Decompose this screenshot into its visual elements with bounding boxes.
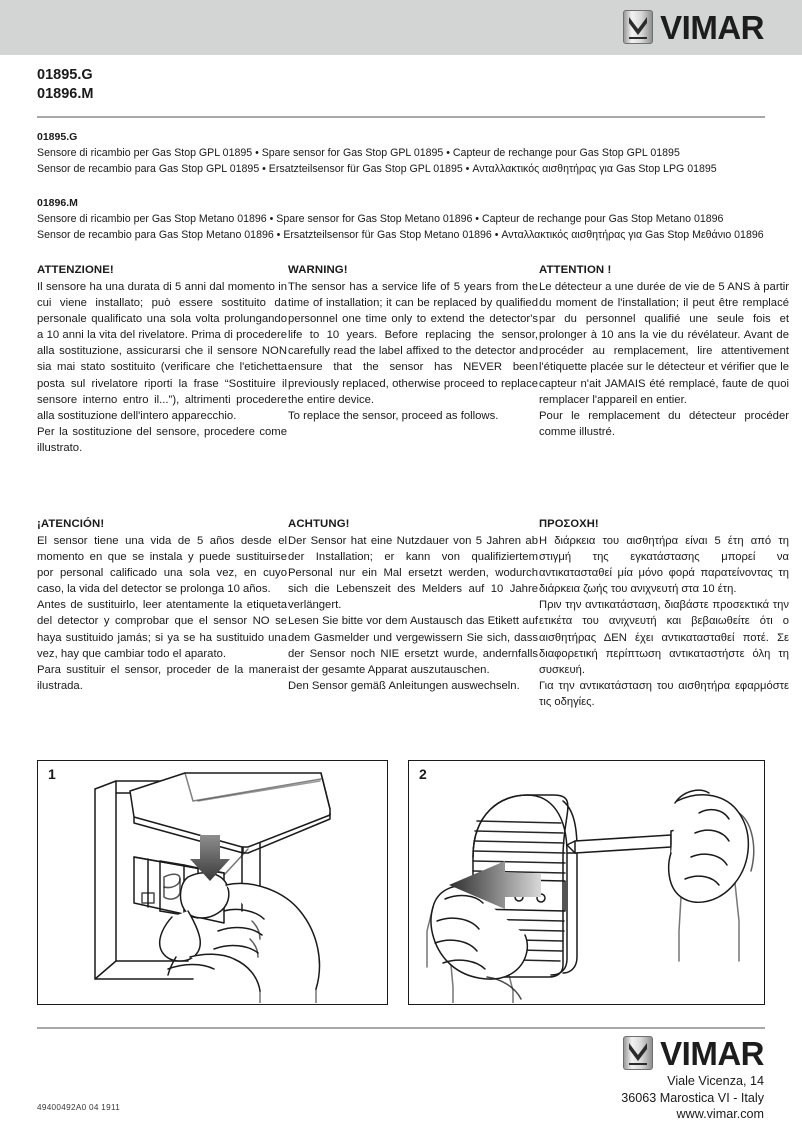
section-paragraph-greek-3: Για την αντικατάσταση του αισθητήρα εφαρμόστε τις οδηγίες. bbox=[539, 679, 789, 708]
figure-step-2 bbox=[408, 760, 765, 1005]
description-block-01895 bbox=[37, 130, 717, 177]
product-code-list bbox=[37, 66, 93, 104]
section-italian bbox=[37, 262, 287, 456]
description-title-01896: 01896.M bbox=[37, 197, 78, 209]
section-heading-spanish: ¡ATENCIÓN! bbox=[37, 518, 105, 530]
footer-brand-logo bbox=[623, 1036, 764, 1070]
vimar-chevron-icon-footer bbox=[623, 1036, 653, 1070]
vimar-wordmark: VIMAR bbox=[660, 8, 764, 46]
section-paragraph-english-2: To replace the sensor, proceed as follows. bbox=[288, 409, 499, 422]
description-line-01896-b: Sensor de recambio para Gas Stop Metano 01896 • Ersatzteilsensor für Gas Stop Metano 01896 • Ανταλλακτικός αισθητήρας για Gas Stop Μεθάνιο 01896 bbox=[37, 228, 764, 241]
figure-step-1 bbox=[37, 760, 388, 1005]
section-heading-greek: ΠΡΟΣΟΧΗ! bbox=[539, 518, 599, 530]
divider-bottom bbox=[37, 1027, 765, 1029]
address-street: Viale Vicenza, 14 bbox=[667, 1074, 764, 1088]
section-heading-english: WARNING! bbox=[288, 264, 348, 276]
section-paragraph-german-2: Lesen Sie bitte vor dem Austausch das Etikett auf dem Gasmelder und vergewissern Sie sich, dass der Sensor noch NIE ersetzt wurde, andernfalls ist der gesamte Apparat auszutauschen. bbox=[288, 615, 538, 676]
section-paragraph-greek-2: Πριν την αντικατάσταση, διαβάστε προσεκτικά την ετικέτα του ανιχνευτή και βεβαιωθείτε ότι ο αισθητήρας ΔΕΝ έχει αντικατασταθεί ποτέ. Σε διαφορετική περίπτωση αντικαταστήστε όλη τη συσκευή. bbox=[539, 599, 789, 676]
figure-number-1: 1 bbox=[48, 766, 56, 782]
section-paragraph-greek-1: Η διάρκεια του αισθητήρα είναι 5 έτη από τη στιγμή της εγκατάστασης μπορεί να αντικατασταθεί μία μόνο φορά παρατείνοντας τη διάρκεια ζωής του ανιχνευτή στα 10 έτη. bbox=[539, 535, 789, 596]
section-german bbox=[288, 516, 538, 694]
section-paragraph-english-1: The sensor has a service life of 5 years from the time of installation; it can be replaced by qualified personnel one time only to extend the detector's life to 10 years. Before replacing the sensor, carefully read the label affixed to the detector and ensure that the sensor has NEVER been previously replaced, otherwise proceed to replace the entire device. bbox=[288, 281, 538, 406]
hand-pressing-detector-cover-icon bbox=[38, 761, 386, 1003]
section-paragraph-french-2: Pour le remplacement du détecteur procéder comme illustré. bbox=[539, 409, 789, 438]
address-city: 36063 Marostica VI - Italy bbox=[621, 1090, 764, 1105]
footer-address bbox=[621, 1073, 764, 1123]
section-heading-italian: ATTENZIONE! bbox=[37, 264, 114, 276]
description-line-01895-b: Sensor de recambio para Gas Stop GPL 01895 • Ersatzteilsensor für Gas Stop GPL 01895 • Ανταλλακτικός αισθητήρας για Gas Stop LPG 01895 bbox=[37, 162, 717, 175]
vimar-chevron-icon bbox=[623, 10, 653, 44]
section-paragraph-italian-2: Per la sostituzione del sensore, procedere come illustrato. bbox=[37, 425, 287, 454]
product-code-secondary: 01896.M bbox=[37, 86, 94, 102]
section-heading-french: ATTENTION ! bbox=[539, 264, 612, 276]
section-paragraph-spanish-3: Para sustituir el sensor, proceder de la manera ilustrada. bbox=[37, 663, 287, 692]
section-paragraph-german-3: Den Sensor gemäß Anleitungen auswechseln. bbox=[288, 679, 520, 692]
section-paragraph-german-1: Der Sensor hat eine Nutzdauer von 5 Jahren ab der Installation; er kann von qualifiziertem Personal nur ein Mal ersetzt werden, wodurch sich die Lebenszeit des Melders auf 10 Jahre verlängert. bbox=[288, 535, 538, 612]
website-link[interactable]: www.vimar.com bbox=[676, 1107, 764, 1121]
section-spanish bbox=[37, 516, 287, 694]
section-paragraph-french-1: Le détecteur a une durée de vie de 5 ANS à partir du moment de l'installation; il peut être remplacé par du personnel qualifié une seule fois et prolonger à 10 ans la vie du révélateur. Avant de procéder au remplacement, lire attentivement l'étiquette placée sur le détecteur et vérifier que le capteur n'ait JAMAIS été remplacé, faute de quoi remplacer l'appareil en entier. bbox=[539, 281, 789, 406]
section-paragraph-spanish-2: Antes de sustituirlo, leer atentamente la etiqueta del detector y comprobar que el sensor NO se haya sustituido jamás; si ya se ha sustituido una vez, hay que cambiar todo el aparato. bbox=[37, 599, 287, 660]
document-code: 49400492A0 04 1911 bbox=[37, 1103, 121, 1112]
section-greek bbox=[539, 516, 789, 710]
section-english bbox=[288, 262, 538, 424]
description-line-01895-a: Sensore di ricambio per Gas Stop GPL 01895 • Spare sensor for Gas Stop GPL 01895 • Capteur de rechange pour Gas Stop GPL 01895 bbox=[37, 147, 680, 159]
description-title-01895: 01895.G bbox=[37, 131, 78, 143]
hand-removing-sensor-with-screwdriver-icon bbox=[409, 761, 763, 1003]
figure-number-2: 2 bbox=[419, 766, 427, 782]
section-french bbox=[539, 262, 789, 440]
product-code-primary: 01895.G bbox=[37, 67, 93, 83]
description-line-01896-a: Sensore di ricambio per Gas Stop Metano 01896 • Spare sensor for Gas Stop Metano 01896 • Capteur de rechange pour Gas Stop Metano 01896 bbox=[37, 213, 724, 225]
divider-top bbox=[37, 116, 765, 118]
section-paragraph-spanish-1: El sensor tiene una vida de 5 años desde el momento en que se instala y puede sustituirse por personal calificado una sola vez, en cuyo caso, la vida del detector se prolonga 10 años. bbox=[37, 535, 287, 596]
header-brand-logo bbox=[623, 10, 764, 44]
description-block-01896 bbox=[37, 196, 764, 243]
section-heading-german: ACHTUNG! bbox=[288, 518, 350, 530]
vimar-wordmark-footer: VIMAR bbox=[660, 1034, 764, 1072]
section-paragraph-italian-1: Il sensore ha una durata di 5 anni dal momento in cui viene installato; può essere sostituito da personale qualificato una sola volta prolungando a 10 anni la vita del rivelatore. Prima di procedere alla sostituzione, assicurarsi che il sensore NON sia mai stato sostituito (verificare che l'etichetta posta sul rivelatore riporti la frase “Sostituire il sensore interno entro il...”), altrimenti procedere alla sostituzione dell'intero apparecchio. bbox=[37, 281, 287, 422]
